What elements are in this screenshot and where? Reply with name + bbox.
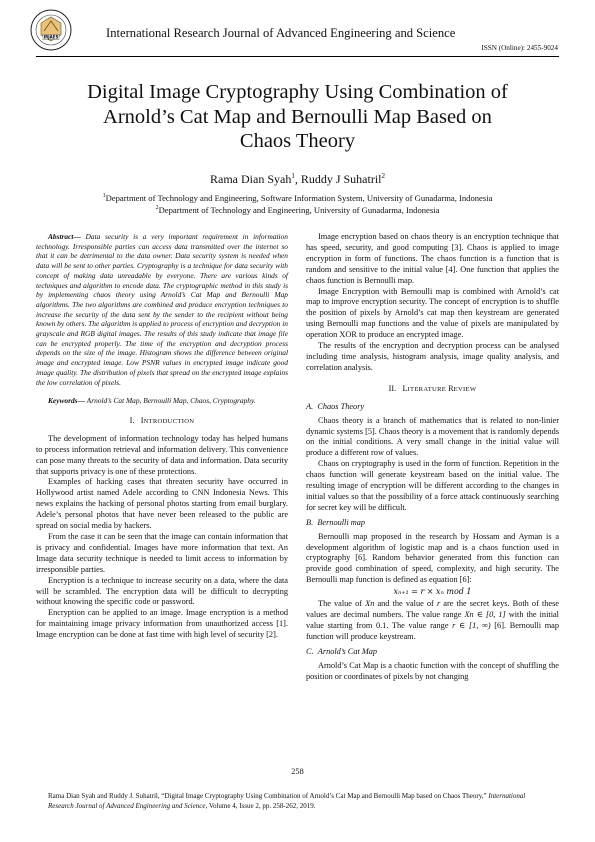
section-title-first: R <box>448 383 454 393</box>
affiliation-sup: 2 <box>155 205 159 212</box>
subsection-label: B. <box>306 517 314 527</box>
math-range: Xn ∈ [0, 1] <box>464 610 506 619</box>
affiliation-text: Department of Technology and Engineering, Software Information System, University of Gunadarma, Indonesia <box>105 193 493 203</box>
body-paragraph <box>306 599 559 643</box>
footer-citation-details: , Volume 4, Issue 2, pp. 258-262, 2019. <box>205 801 316 810</box>
text-run: [6]. Bernoulli map function will produce keystream. <box>306 620 559 641</box>
math-range: r ∈ [1, ∞) <box>452 620 491 630</box>
section-heading-literature-review <box>306 384 559 396</box>
subsection-title: Bernoulli map <box>317 517 366 527</box>
left-column <box>36 232 288 641</box>
title-line: Arnold’s Cat Map and Bernoulli Map Based on <box>103 105 492 128</box>
text-run: are the secret keys. Both of these values are decimal numbers. The value range <box>306 599 559 619</box>
body-paragraph: From the case it can be seen that the image can contain information that is privacy and confidential. Images have more information that text. An Image data security technique is needed to limit access to information by irresponsible parties. <box>36 532 288 574</box>
affiliation <box>0 193 595 203</box>
body-paragraph: Encryption is a technique to increase security on a data, where the data will be scrambled. The encryption data will be difficult to decrypting without knowing the specific code or password. <box>36 575 288 607</box>
title-line: Chaos Theory <box>239 130 356 152</box>
issn: ISSN (Online): 2455-9024 <box>481 44 558 52</box>
subsection-title: Chaos Theory <box>317 401 365 411</box>
author-sup: 1 <box>291 172 295 180</box>
keywords-label: Keywords— <box>48 396 85 406</box>
section-title-first: I <box>140 415 144 425</box>
section-number: I. <box>129 415 135 425</box>
subsection-heading-chaos-theory <box>306 402 559 413</box>
journal-seal-icon <box>30 9 72 51</box>
journal-logo <box>30 9 72 51</box>
subsection-title: Arnold’s Cat Map <box>317 646 378 656</box>
math-variable: r <box>436 599 441 609</box>
section-heading-introduction <box>36 416 288 428</box>
journal-title: International Research Journal of Advanced Engineering and Science <box>106 26 456 40</box>
body-paragraph: Examples of hacking cases that threaten security have occurred in Hollywood artist named Adele according to CNN Indonesia News. This news explains the hacking of personal photos starting from email burglary. Adele’s personal photos that have never been released to the public are spread on social media by hackers. <box>36 477 288 531</box>
affiliation <box>0 205 595 215</box>
body-paragraph: Arnold’s Cat Map is a chaotic function with the concept of shuffling the position or coordinates of pixels by not changing <box>306 660 559 681</box>
body-paragraph: Chaos theory is a branch of mathematics that is related to non-linier dynamic systems [5]. Chaos theory is a movement that is randomly depends on the initial conditions. A very small change in the initial value will produce a different row of values. <box>306 415 559 458</box>
header-rule <box>36 56 559 57</box>
section-number: II. <box>388 383 397 393</box>
text-run: and the value of <box>374 599 437 609</box>
page-number: 258 <box>291 767 304 776</box>
footer-journal-name: International Research Journal of Advanced Engineering and Science <box>48 792 526 810</box>
author-separator: , <box>294 172 301 186</box>
svg-text:IRJAES: IRJAES <box>43 34 59 40</box>
body-paragraph: The development of information technology today has helped humans to process information retrieval and information delivery. This convenience can pose many threats to the security of data and information. Data security that supports privacy is one of these protections. <box>36 433 288 476</box>
abstract-text: Data security is a very important requirement in information technology. Irresponsible parties can access data transmitted over the internet so that it can be detrimental to the data owner. Data security system is needed when data will be sent to other parties. Cryptography is a technique for data security with concept of making data unreadable by everyone. There are various kinds of techniques and algorithm to encode data. The cryptographic method in this study is by implementing chaos theory using Arnold’s Cat Map and Bernoulli Map algorithms. The two algorithms are combined and produce encryption techniques to increase the security of the data sent by the sender to the recipient without being known by others. The algorithm is applied to process of encryption and decryption in grayscale and RGB digital images. The results of this study indicate that image file can be encrypted properly. The time of the encryption and decryption process depends on the size of the image. Histogram shows the difference between original image and encrypted image. Low PSNR values in encrypted image indicate good image quality. The distribution of pixels that spread on the encrypted image explains the low correlation of pixels. <box>36 232 288 387</box>
body-paragraph: Image Encryption with Bernoulli map is combined with Arnold’s cat map to improve encryption security. The concept of encryption is to shuffle the position of pixels by Arnold’s cat map then keystream are generated using Bernoulli map functions and the value of pixels are manipulated by operation XOR to produce an encrypted image. <box>306 286 559 340</box>
authors <box>0 172 595 187</box>
section-title-rest: ITERATURE <box>407 385 449 393</box>
author-name: Ruddy J Suhatril <box>300 172 382 186</box>
subsection-heading-bernoulli-map <box>306 518 559 529</box>
citation-footer <box>48 792 548 811</box>
author-name: Rama Dian Syah <box>210 172 292 186</box>
author-sup: 2 <box>381 172 385 180</box>
affiliation-sup: 1 <box>102 193 106 200</box>
body-paragraph: Chaos on cryptography is used in the form of function. Repetition in the chaos function will generate keystream based on the initial value. The resulting image of encryption will be different according to the changes in initial values so that the possibility of a force attack continuously searching for secret key will be difficult. <box>306 459 559 512</box>
subsection-label: A. <box>306 401 314 411</box>
affiliation-text: Department of Technology and Engineering, University of Gunadarma, Indonesia <box>158 205 440 215</box>
subsection-heading-arnolds-cat-map <box>306 647 559 658</box>
subsection-label: C. <box>306 646 314 656</box>
section-title-rest: EVIEW <box>453 385 477 393</box>
body-paragraph: The results of the encryption and decryption process can be analysed including time analysis, histogram analysis, image quality analysis, and correlation analysis. <box>306 341 559 372</box>
right-column <box>306 232 559 682</box>
body-paragraph: Image encryption based on chaos theory is an encryption technique that has speed, security, and good computing [3]. Chaos is applied to image encryption in form of functions. The chaos function is a function that is random and sensitive to the initial value [4]. One function that applies the chaos function is Bernoulli map. <box>306 232 559 285</box>
section-title-rest: NTRODUCTION <box>143 417 195 425</box>
footer-citation-text: Rama Dian Syah and Ruddy J. Suhatril, “Digital Image Cryptography Using Combination of Arnold’s Cat Map and Bernoulli Map based on Chaos Theory,” <box>48 792 489 800</box>
paper-title <box>40 80 555 154</box>
body-paragraph: Bernoulli map proposed in the research by Hossam and Ayman is a development algorithm of logistic map and is a chaos function used in cryptography [6]. Random behavior generated from this function can provide good combination of speed, complexity, and high security. The Bernoulli map function is defined as equation [6]: <box>306 531 559 585</box>
text-run: with the initial value starting from 0.1. The value range <box>306 610 559 630</box>
keywords <box>36 396 288 406</box>
body-paragraph: Encryption can be applied to an image. Image encryption is a method for maintaining image privacy information from unauthorized access [1]. Image encryption can be done at fast time with high level of security [2]. <box>36 608 288 640</box>
title-line: Digital Image Cryptography Using Combination of <box>87 81 508 103</box>
math-variable: Xn <box>365 599 375 609</box>
text-run: The value of <box>318 599 366 609</box>
bernoulli-equation: xₙ₊₁ = r × xₙ mod 1 <box>393 587 472 597</box>
abstract-label: Abstract— <box>48 232 81 241</box>
abstract <box>36 232 288 387</box>
keywords-text: Arnold’s Cat Map, Bernoulli Map, Chaos, Cryptography. <box>84 396 256 406</box>
section-title-first: L <box>402 383 408 393</box>
